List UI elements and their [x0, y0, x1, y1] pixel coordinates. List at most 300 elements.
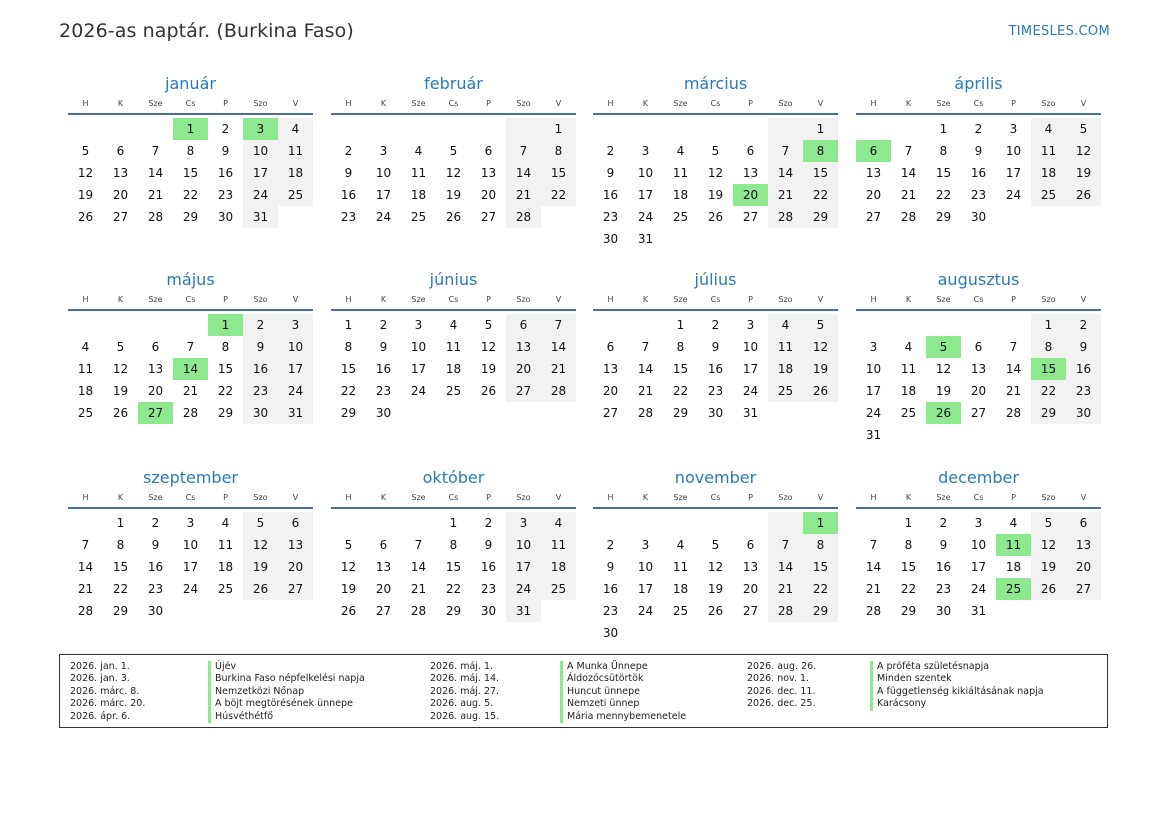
day-cell[interactable]: 8	[344, 340, 353, 354]
day-cell[interactable]: 18	[900, 384, 917, 398]
day-cell[interactable]: 14	[147, 166, 164, 180]
day-cell[interactable]: 18	[410, 188, 427, 202]
day-cell[interactable]: 19	[1066, 162, 1101, 184]
day-cell[interactable]: 26	[112, 406, 129, 420]
day-cell[interactable]: 14	[865, 560, 882, 574]
day-cell[interactable]: 18	[1031, 162, 1066, 184]
day-cell[interactable]: 21	[541, 358, 576, 380]
day-cell[interactable]: 25	[77, 406, 94, 420]
day-cell[interactable]: 17	[243, 162, 278, 184]
day-cell[interactable]: 12	[707, 560, 724, 574]
day-cell[interactable]: 27	[742, 604, 759, 618]
day-cell[interactable]: 11	[672, 560, 689, 574]
day-cell[interactable]: 30	[480, 604, 497, 618]
site-link[interactable]: TIMESLES.COM	[1008, 24, 1110, 39]
day-cell[interactable]: 9	[711, 340, 720, 354]
day-cell[interactable]: 19	[340, 582, 357, 596]
day-cell[interactable]: 6	[379, 538, 388, 552]
day-cell[interactable]: 14	[1005, 362, 1022, 376]
day-cell[interactable]: 9	[221, 144, 230, 158]
day-cell[interactable]: 4	[414, 144, 423, 158]
day-cell[interactable]: 1	[541, 118, 576, 140]
day-cell[interactable]: 18	[672, 188, 689, 202]
day-cell[interactable]: 13	[112, 166, 129, 180]
day-cell[interactable]: 24	[637, 210, 654, 224]
day-cell[interactable]: 26	[1031, 578, 1066, 600]
day-cell[interactable]: 2	[974, 122, 983, 136]
day-cell[interactable]: 16	[243, 358, 278, 380]
day-cell[interactable]: 17	[637, 582, 654, 596]
day-cell[interactable]: 27	[970, 406, 987, 420]
day-cell[interactable]: 5	[1031, 512, 1066, 534]
day-cell[interactable]: 9	[606, 560, 615, 574]
day-cell[interactable]: 9	[344, 166, 353, 180]
day-cell[interactable]: 29	[112, 604, 129, 618]
day-cell[interactable]: 8	[449, 538, 458, 552]
day-cell[interactable]: 1	[344, 318, 353, 332]
day-cell[interactable]: 28	[1005, 406, 1022, 420]
day-cell[interactable]: 9	[484, 538, 493, 552]
day-cell[interactable]: 16	[480, 560, 497, 574]
day-cell[interactable]: 25	[768, 380, 803, 402]
day-cell[interactable]: 12	[803, 336, 838, 358]
day-cell[interactable]: 18	[77, 384, 94, 398]
day-cell[interactable]: 21	[506, 184, 541, 206]
day-cell[interactable]: 4	[676, 144, 685, 158]
day-cell[interactable]: 19	[243, 556, 278, 578]
day-cell[interactable]: 24	[637, 604, 654, 618]
day-cell[interactable]: 25	[217, 582, 234, 596]
day-cell[interactable]: 13	[970, 362, 987, 376]
day-cell[interactable]: 11	[672, 166, 689, 180]
day-cell[interactable]: 8	[803, 140, 838, 162]
day-cell[interactable]: 9	[939, 538, 948, 552]
day-cell[interactable]: 21	[1005, 384, 1022, 398]
day-cell[interactable]: 1	[803, 512, 838, 534]
day-cell[interactable]: 8	[676, 340, 685, 354]
day-cell[interactable]: 31	[970, 604, 987, 618]
day-cell[interactable]: 28	[900, 210, 917, 224]
day-cell[interactable]: 1	[173, 118, 208, 140]
day-cell[interactable]: 4	[541, 512, 576, 534]
day-cell[interactable]: 25	[410, 210, 427, 224]
day-cell[interactable]: 20	[865, 188, 882, 202]
day-cell[interactable]: 26	[445, 210, 462, 224]
day-cell[interactable]: 6	[606, 340, 615, 354]
day-cell[interactable]: 25	[672, 210, 689, 224]
day-cell[interactable]: 22	[217, 384, 234, 398]
day-cell[interactable]: 24	[410, 384, 427, 398]
day-cell[interactable]: 20	[375, 582, 392, 596]
day-cell[interactable]: 1	[116, 516, 125, 530]
day-cell[interactable]: 29	[182, 210, 199, 224]
day-cell[interactable]: 15	[182, 166, 199, 180]
day-cell[interactable]: 16	[970, 166, 987, 180]
day-cell[interactable]: 5	[711, 538, 720, 552]
day-cell[interactable]: 29	[935, 210, 952, 224]
day-cell[interactable]: 11	[996, 534, 1031, 556]
day-cell[interactable]: 11	[410, 166, 427, 180]
day-cell[interactable]: 30	[602, 626, 619, 640]
day-cell[interactable]: 13	[742, 166, 759, 180]
day-cell[interactable]: 16	[707, 362, 724, 376]
day-cell[interactable]: 2	[151, 516, 160, 530]
day-cell[interactable]: 24	[182, 582, 199, 596]
day-cell[interactable]: 20	[480, 188, 497, 202]
day-cell[interactable]: 24	[375, 210, 392, 224]
day-cell[interactable]: 16	[1066, 358, 1101, 380]
day-cell[interactable]: 24	[506, 578, 541, 600]
day-cell[interactable]: 11	[768, 336, 803, 358]
day-cell[interactable]: 16	[602, 188, 619, 202]
day-cell[interactable]: 17	[182, 560, 199, 574]
day-cell[interactable]: 28	[865, 604, 882, 618]
day-cell[interactable]: 13	[742, 560, 759, 574]
day-cell[interactable]: 15	[672, 362, 689, 376]
day-cell[interactable]: 26	[480, 384, 497, 398]
day-cell[interactable]: 12	[935, 362, 952, 376]
day-cell[interactable]: 28	[768, 600, 803, 622]
day-cell[interactable]: 14	[900, 166, 917, 180]
day-cell[interactable]: 31	[506, 600, 541, 622]
day-cell[interactable]: 25	[900, 406, 917, 420]
day-cell[interactable]: 22	[935, 188, 952, 202]
day-cell[interactable]: 5	[116, 340, 125, 354]
day-cell[interactable]: 15	[541, 162, 576, 184]
day-cell[interactable]: 28	[147, 210, 164, 224]
day-cell[interactable]: 10	[506, 534, 541, 556]
day-cell[interactable]: 3	[414, 318, 423, 332]
day-cell[interactable]: 11	[1031, 140, 1066, 162]
day-cell[interactable]: 7	[506, 140, 541, 162]
day-cell[interactable]: 7	[151, 144, 160, 158]
day-cell[interactable]: 27	[278, 578, 313, 600]
day-cell[interactable]: 1	[208, 314, 243, 336]
day-cell[interactable]: 9	[606, 166, 615, 180]
day-cell[interactable]: 17	[375, 188, 392, 202]
day-cell[interactable]: 15	[112, 560, 129, 574]
day-cell[interactable]: 1	[803, 118, 838, 140]
day-cell[interactable]: 23	[970, 188, 987, 202]
day-cell[interactable]: 27	[138, 402, 173, 424]
day-cell[interactable]: 19	[112, 384, 129, 398]
day-cell[interactable]: 3	[1009, 122, 1018, 136]
day-cell[interactable]: 22	[340, 384, 357, 398]
day-cell[interactable]: 8	[904, 538, 913, 552]
day-cell[interactable]: 27	[602, 406, 619, 420]
day-cell[interactable]: 14	[77, 560, 94, 574]
day-cell[interactable]: 11	[445, 340, 462, 354]
day-cell[interactable]: 14	[541, 336, 576, 358]
day-cell[interactable]: 20	[506, 358, 541, 380]
day-cell[interactable]: 19	[77, 188, 94, 202]
day-cell[interactable]: 7	[869, 538, 878, 552]
day-cell[interactable]: 14	[506, 162, 541, 184]
day-cell[interactable]: 22	[1031, 380, 1066, 402]
day-cell[interactable]: 28	[637, 406, 654, 420]
day-cell[interactable]: 11	[278, 140, 313, 162]
day-cell[interactable]: 5	[81, 144, 90, 158]
day-cell[interactable]: 23	[480, 582, 497, 596]
day-cell[interactable]: 20	[742, 582, 759, 596]
day-cell[interactable]: 29	[445, 604, 462, 618]
day-cell[interactable]: 4	[221, 516, 230, 530]
day-cell[interactable]: 3	[869, 340, 878, 354]
day-cell[interactable]: 2	[344, 144, 353, 158]
day-cell[interactable]: 4	[1009, 516, 1018, 530]
day-cell[interactable]: 2	[606, 144, 615, 158]
day-cell[interactable]: 12	[243, 534, 278, 556]
day-cell[interactable]: 2	[939, 516, 948, 530]
day-cell[interactable]: 21	[768, 578, 803, 600]
day-cell[interactable]: 10	[278, 336, 313, 358]
day-cell[interactable]: 23	[1066, 380, 1101, 402]
day-cell[interactable]: 22	[803, 578, 838, 600]
day-cell[interactable]: 26	[803, 380, 838, 402]
day-cell[interactable]: 17	[865, 384, 882, 398]
day-cell[interactable]: 31	[742, 406, 759, 420]
day-cell[interactable]: 8	[939, 144, 948, 158]
day-cell[interactable]: 20	[147, 384, 164, 398]
day-cell[interactable]: 4	[278, 118, 313, 140]
day-cell[interactable]: 3	[641, 538, 650, 552]
day-cell[interactable]: 17	[742, 362, 759, 376]
day-cell[interactable]: 8	[1031, 336, 1066, 358]
day-cell[interactable]: 19	[803, 358, 838, 380]
day-cell[interactable]: 21	[900, 188, 917, 202]
day-cell[interactable]: 7	[641, 340, 650, 354]
day-cell[interactable]: 15	[217, 362, 234, 376]
day-cell[interactable]: 10	[637, 560, 654, 574]
day-cell[interactable]: 30	[602, 232, 619, 246]
day-cell[interactable]: 27	[742, 210, 759, 224]
day-cell[interactable]: 8	[221, 340, 230, 354]
day-cell[interactable]: 4	[1031, 118, 1066, 140]
day-cell[interactable]: 5	[803, 314, 838, 336]
day-cell[interactable]: 30	[1066, 402, 1101, 424]
day-cell[interactable]: 6	[506, 314, 541, 336]
day-cell[interactable]: 16	[340, 188, 357, 202]
day-cell[interactable]: 10	[410, 340, 427, 354]
day-cell[interactable]: 13	[506, 336, 541, 358]
day-cell[interactable]: 29	[1031, 402, 1066, 424]
day-cell[interactable]: 21	[637, 384, 654, 398]
day-cell[interactable]: 27	[375, 604, 392, 618]
day-cell[interactable]: 19	[445, 188, 462, 202]
day-cell[interactable]: 18	[217, 560, 234, 574]
day-cell[interactable]: 23	[340, 210, 357, 224]
day-cell[interactable]: 16	[375, 362, 392, 376]
day-cell[interactable]: 31	[865, 428, 882, 442]
day-cell[interactable]: 24	[865, 406, 882, 420]
day-cell[interactable]: 21	[77, 582, 94, 596]
day-cell[interactable]: 13	[278, 534, 313, 556]
day-cell[interactable]: 19	[707, 582, 724, 596]
day-cell[interactable]: 18	[672, 582, 689, 596]
day-cell[interactable]: 7	[81, 538, 90, 552]
day-cell[interactable]: 24	[970, 582, 987, 596]
day-cell[interactable]: 6	[1066, 512, 1101, 534]
day-cell[interactable]: 21	[768, 184, 803, 206]
day-cell[interactable]: 15	[900, 560, 917, 574]
day-cell[interactable]: 22	[541, 184, 576, 206]
day-cell[interactable]: 3	[974, 516, 983, 530]
day-cell[interactable]: 26	[926, 402, 961, 424]
day-cell[interactable]: 6	[116, 144, 125, 158]
day-cell[interactable]: 21	[182, 384, 199, 398]
day-cell[interactable]: 19	[1031, 556, 1066, 578]
day-cell[interactable]: 10	[182, 538, 199, 552]
day-cell[interactable]: 8	[186, 144, 195, 158]
day-cell[interactable]: 2	[1066, 314, 1101, 336]
day-cell[interactable]: 18	[541, 556, 576, 578]
day-cell[interactable]: 16	[217, 166, 234, 180]
day-cell[interactable]: 23	[707, 384, 724, 398]
day-cell[interactable]: 15	[1031, 358, 1066, 380]
day-cell[interactable]: 13	[865, 166, 882, 180]
day-cell[interactable]: 15	[445, 560, 462, 574]
day-cell[interactable]: 26	[77, 210, 94, 224]
day-cell[interactable]: 8	[803, 534, 838, 556]
day-cell[interactable]: 9	[974, 144, 983, 158]
day-cell[interactable]: 25	[445, 384, 462, 398]
day-cell[interactable]: 16	[147, 560, 164, 574]
day-cell[interactable]: 12	[707, 166, 724, 180]
day-cell[interactable]: 14	[637, 362, 654, 376]
day-cell[interactable]: 5	[243, 512, 278, 534]
day-cell[interactable]: 23	[243, 380, 278, 402]
day-cell[interactable]: 2	[243, 314, 278, 336]
day-cell[interactable]: 28	[768, 206, 803, 228]
day-cell[interactable]: 12	[77, 166, 94, 180]
day-cell[interactable]: 16	[935, 560, 952, 574]
day-cell[interactable]: 30	[243, 402, 278, 424]
day-cell[interactable]: 7	[414, 538, 423, 552]
day-cell[interactable]: 3	[243, 118, 278, 140]
day-cell[interactable]: 14	[768, 162, 803, 184]
day-cell[interactable]: 1	[449, 516, 458, 530]
day-cell[interactable]: 24	[1005, 188, 1022, 202]
day-cell[interactable]: 30	[147, 604, 164, 618]
day-cell[interactable]: 5	[1066, 118, 1101, 140]
day-cell[interactable]: 3	[506, 512, 541, 534]
day-cell[interactable]: 28	[410, 604, 427, 618]
day-cell[interactable]: 4	[768, 314, 803, 336]
day-cell[interactable]: 28	[506, 206, 541, 228]
day-cell[interactable]: 1	[939, 122, 948, 136]
day-cell[interactable]: 6	[151, 340, 160, 354]
day-cell[interactable]: 30	[707, 406, 724, 420]
day-cell[interactable]: 6	[746, 144, 755, 158]
day-cell[interactable]: 20	[602, 384, 619, 398]
day-cell[interactable]: 5	[449, 144, 458, 158]
day-cell[interactable]: 7	[768, 534, 803, 556]
day-cell[interactable]: 5	[926, 336, 961, 358]
day-cell[interactable]: 10	[970, 538, 987, 552]
day-cell[interactable]: 12	[112, 362, 129, 376]
day-cell[interactable]: 6	[974, 340, 983, 354]
day-cell[interactable]: 17	[410, 362, 427, 376]
day-cell[interactable]: 10	[1005, 144, 1022, 158]
day-cell[interactable]: 3	[746, 318, 755, 332]
day-cell[interactable]: 29	[900, 604, 917, 618]
day-cell[interactable]: 22	[182, 188, 199, 202]
day-cell[interactable]: 22	[112, 582, 129, 596]
day-cell[interactable]: 9	[243, 336, 278, 358]
day-cell[interactable]: 7	[186, 340, 195, 354]
day-cell[interactable]: 4	[81, 340, 90, 354]
day-cell[interactable]: 5	[344, 538, 353, 552]
day-cell[interactable]: 10	[637, 166, 654, 180]
day-cell[interactable]: 12	[445, 166, 462, 180]
day-cell[interactable]: 2	[711, 318, 720, 332]
day-cell[interactable]: 22	[900, 582, 917, 596]
day-cell[interactable]: 24	[243, 184, 278, 206]
day-cell[interactable]: 26	[1066, 184, 1101, 206]
day-cell[interactable]: 13	[602, 362, 619, 376]
day-cell[interactable]: 21	[865, 582, 882, 596]
day-cell[interactable]: 31	[243, 206, 278, 228]
day-cell[interactable]: 30	[375, 406, 392, 420]
day-cell[interactable]: 5	[711, 144, 720, 158]
day-cell[interactable]: 8	[116, 538, 125, 552]
day-cell[interactable]: 3	[278, 314, 313, 336]
day-cell[interactable]: 1	[676, 318, 685, 332]
day-cell[interactable]: 29	[340, 406, 357, 420]
day-cell[interactable]: 11	[541, 534, 576, 556]
day-cell[interactable]: 3	[379, 144, 388, 158]
day-cell[interactable]: 22	[672, 384, 689, 398]
day-cell[interactable]: 10	[375, 166, 392, 180]
day-cell[interactable]: 6	[278, 512, 313, 534]
day-cell[interactable]: 27	[480, 210, 497, 224]
day-cell[interactable]: 27	[112, 210, 129, 224]
day-cell[interactable]: 29	[672, 406, 689, 420]
day-cell[interactable]: 7	[904, 144, 913, 158]
day-cell[interactable]: 25	[1031, 184, 1066, 206]
day-cell[interactable]: 9	[1066, 336, 1101, 358]
day-cell[interactable]: 20	[278, 556, 313, 578]
day-cell[interactable]: 18	[278, 162, 313, 184]
day-cell[interactable]: 7	[1009, 340, 1018, 354]
day-cell[interactable]: 2	[379, 318, 388, 332]
day-cell[interactable]: 25	[996, 578, 1031, 600]
day-cell[interactable]: 6	[856, 140, 891, 162]
day-cell[interactable]: 21	[410, 582, 427, 596]
day-cell[interactable]: 2	[484, 516, 493, 530]
day-cell[interactable]: 10	[243, 140, 278, 162]
day-cell[interactable]: 12	[1066, 140, 1101, 162]
day-cell[interactable]: 12	[1031, 534, 1066, 556]
day-cell[interactable]: 7	[541, 314, 576, 336]
day-cell[interactable]: 22	[803, 184, 838, 206]
day-cell[interactable]: 17	[970, 560, 987, 574]
day-cell[interactable]: 23	[217, 188, 234, 202]
day-cell[interactable]: 19	[480, 362, 497, 376]
day-cell[interactable]: 29	[803, 206, 838, 228]
day-cell[interactable]: 28	[182, 406, 199, 420]
day-cell[interactable]: 26	[707, 604, 724, 618]
day-cell[interactable]: 16	[602, 582, 619, 596]
day-cell[interactable]: 15	[803, 162, 838, 184]
day-cell[interactable]: 13	[480, 166, 497, 180]
day-cell[interactable]: 13	[147, 362, 164, 376]
day-cell[interactable]: 29	[803, 600, 838, 622]
day-cell[interactable]: 30	[970, 210, 987, 224]
day-cell[interactable]: 14	[768, 556, 803, 578]
day-cell[interactable]: 20	[970, 384, 987, 398]
day-cell[interactable]: 6	[746, 538, 755, 552]
